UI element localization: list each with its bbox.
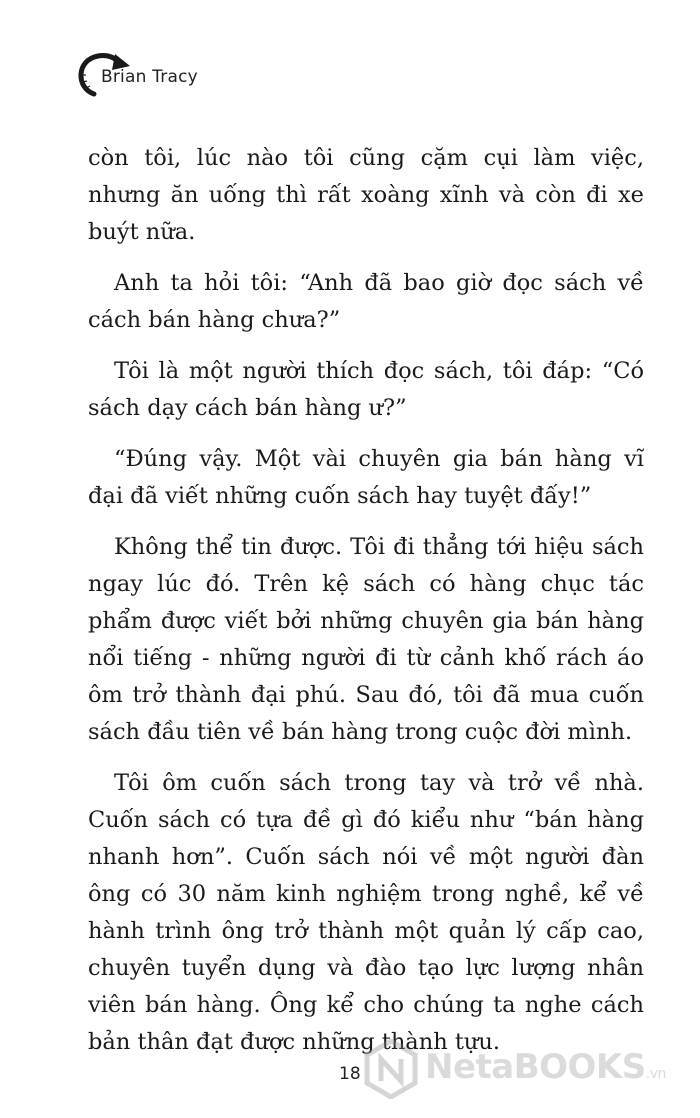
body-text [88,140,644,1075]
paragraph-4: “Đúng vậy. Một vài chuyên gia bán hàng vĩ đại đã viết những cuốn sách hay tuyệt đấy!” [88,446,644,509]
watermark-brand: NetaBOOKS [425,1047,646,1087]
page-number: 18 [339,1064,361,1084]
netabooks-logo-icon [363,1039,419,1099]
paragraph-5: Không thể tin được. Tôi đi thẳng tới hiệu sách ngay lúc đó. Trên kệ sách có hàng chục tác phẩm được viết bởi những chuyên gia bán hàng nổi tiếng - những người đi từ cảnh khố rách áo ôm trở thành đại phú. Sau đó, tôi đã mua cuốn sách đầu tiên về bán hàng trong cuộc đời mình. [88,534,644,745]
paragraph-3: Tôi là một người thích đọc sách, tôi đáp: “Có sách dạy cách bán hàng ư?” [88,358,644,421]
paragraph-1: còn tôi, lúc nào tôi cũng cặm cụi làm việc, nhưng ăn uống thì rất xoàng xĩnh và còn đi xe buýt nữa. [88,145,644,245]
paragraph-2: Anh ta hỏi tôi: “Anh đã bao giờ đọc sách về cách bán hàng chưa?” [88,270,644,333]
running-header [72,44,272,104]
paragraph-6: Tôi ôm cuốn sách trong tay và trở về nhà. Cuốn sách có tựa đề gì đó kiểu như “bán hàng nhanh hơn”. Cuốn sách nói về một người đàn ông có 30 năm kinh nghiệm trong nghề, kể về hành trình ông trở thành một quản lý cấp cao, chuyên tuyển dụng và đào tạo lực lượng nhân viên bán hàng. Ông kể cho chúng ta nghe cách bản thân đạt được những thành tựu. [88,770,644,1055]
watermark-suffix: .vn [645,1066,666,1082]
watermark [363,1035,683,1105]
watermark-text [425,1047,666,1087]
author-name: Brian Tracy [101,67,198,87]
